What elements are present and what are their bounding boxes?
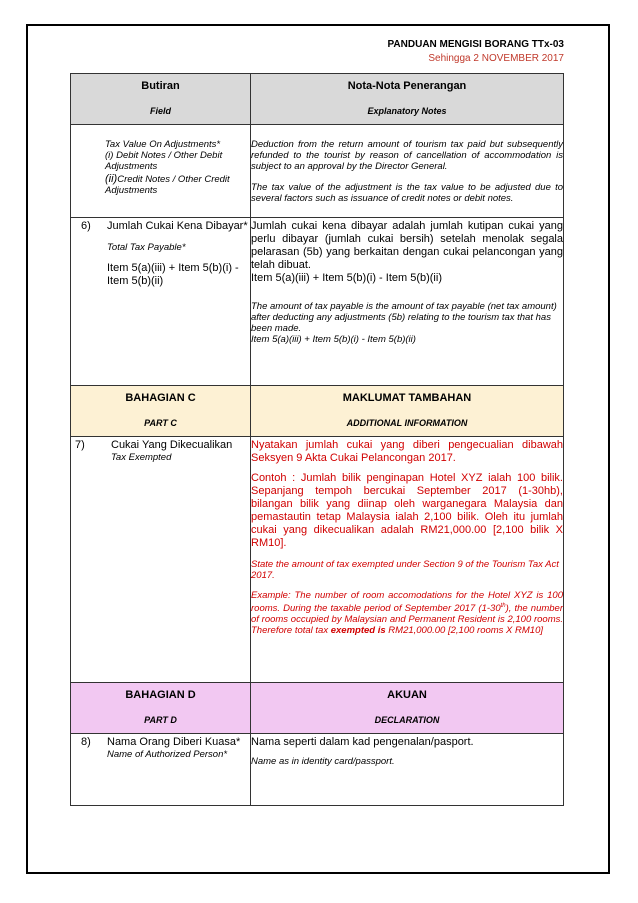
part-d-section-en: DECLARATION: [374, 715, 440, 725]
row-7-title: Cukai Yang Dikecualikan: [111, 439, 233, 451]
part-c-header-row: [71, 386, 564, 437]
adjustments-row: [71, 125, 564, 218]
row-7: [71, 437, 564, 683]
adjustments-title: Tax Value On Adjustments*: [105, 139, 221, 150]
row-7-note-3: State the amount of tax exempted under Section 9 of the Tourism Tax Act 2017.: [251, 559, 559, 581]
column-header-row: [71, 74, 564, 125]
row-7-title-en: Tax Exempted: [111, 452, 172, 463]
row-6-title-en: Total Tax Payable*: [107, 242, 186, 253]
adjustments-note-2: The tax value of the adjustment is the tax value to be adjusted due to several factors such as issuance of credit notes or debit notes.: [251, 182, 563, 204]
adjustments-field-cell: [71, 125, 251, 218]
row-6-note-en: The amount of tax payable is the amount of tax payable (net tax amount) after deducting any adjustments (5b) relating to the tourism tax that has been made.: [251, 301, 557, 334]
row-8-notes-cell: [251, 734, 564, 806]
row-6-number: 6): [81, 220, 91, 232]
part-d-title: BAHAGIAN D: [125, 689, 196, 701]
part-c-right-cell: [251, 386, 564, 437]
adjustments-note-1: Deduction from the return amount of tourism tax paid but subsequently refunded to the tourist by reason of cancellation of accommodation is subject to an approval by the Director General.: [251, 139, 563, 172]
field-header-en: Field: [149, 106, 171, 116]
row-8-title-en: Name of Authorized Person*: [107, 749, 228, 760]
part-d-section: AKUAN: [387, 689, 427, 701]
row-6-note-formula: Item 5(a)(iii) + Item 5(b)(i) - Item 5(b)(ii): [251, 272, 442, 284]
row-8-number: 8): [81, 736, 91, 748]
credit-notes-item: Credit Notes / Other Credit Adjustments: [105, 174, 230, 196]
row-6-note-en-formula: Item 5(a)(iii) + Item 5(b)(i) - Item 5(b)(ii): [251, 334, 416, 345]
guide-table: [70, 73, 564, 806]
row-8-note-ms: Nama seperti dalam kad pengenalan/pasport.: [251, 736, 474, 748]
row-7-notes-cell: [251, 437, 564, 683]
part-c-title-en: PART C: [144, 418, 177, 428]
row-7-note-4: Example: The number of room accomodations for the Hotel XYZ is 100 rooms. During the taxable period of September 2017 (1-30th), the number of rooms occupied by Malaysian and Permanent Resident is 2,100 rooms. Therefore total tax exempted is RM21,000.00 [2,100 rooms X RM10]: [251, 590, 564, 637]
document-date: Sehingga 2 NOVEMBER 2017: [428, 53, 564, 64]
row-8-field-cell: [71, 734, 251, 806]
document-title: PANDUAN MENGISI BORANG TTx-03: [387, 39, 564, 50]
notes-header-en: Explanatory Notes: [367, 106, 447, 116]
part-d-header-row: [71, 683, 564, 734]
credit-notes-num: (ii): [105, 173, 118, 185]
row-7-note-2: Contoh : Jumlah bilik penginapan Hotel XYZ ialah 100 bilik. Sepanjang tempoh bercukai September 2017 (1-30hb), bilangan bilik yang diinap oleh warganegara Malaysia dan pemastautin tetap Malaysia ialah 2,100 bilik. Oleh itu jumlah cukai yang dikecualikan adalah RM21,000.00 [2,100 bilik X RM10].: [251, 472, 563, 549]
row-8: [71, 734, 564, 806]
field-header: Butiran: [141, 80, 180, 92]
adjustments-notes-cell: [251, 125, 564, 218]
part-c-section-en: ADDITIONAL INFORMATION: [346, 418, 468, 428]
debit-notes-item: (i) Debit Notes / Other Debit Adjustments: [105, 150, 223, 172]
row-8-note-en: Name as in identity card/passport.: [251, 756, 395, 767]
row-6-notes-cell: [251, 218, 564, 386]
row-6: [71, 218, 564, 386]
row-6-formula: Item 5(a)(iii) + Item 5(b)(i) - Item 5(b)(ii): [107, 262, 239, 287]
row-8-title: Nama Orang Diberi Kuasa*: [107, 736, 241, 748]
row-6-note-ms: Jumlah cukai kena dibayar adalah jumlah kutipan cukai yang perlu dibayar (jumlah cukai bersih) setelah menolak segala pelarasan (5b) yang berkaitan dengan cukai pelancongan yang telah dibuat.: [251, 220, 563, 271]
row-7-note-1: Nyatakan jumlah cukai yang diberi pengecualian dibawah Seksyen 9 Akta Cukai Pelancongan 2017.: [251, 439, 563, 464]
part-c-title: BAHAGIAN C: [125, 392, 196, 404]
part-d-right-cell: [251, 683, 564, 734]
field-header-cell: [71, 74, 251, 125]
row-7-field-cell: [71, 437, 251, 683]
part-d-title-en: PART D: [144, 715, 177, 725]
notes-header: Nota-Nota Penerangan: [347, 80, 467, 92]
part-d-left-cell: [71, 683, 251, 734]
part-c-left-cell: [71, 386, 251, 437]
notes-header-cell: [251, 74, 564, 125]
row-6-title: Jumlah Cukai Kena Dibayar*: [107, 220, 248, 232]
part-c-section: MAKLUMAT TAMBAHAN: [342, 392, 472, 404]
row-6-field-cell: [71, 218, 251, 386]
row-7-number: 7): [75, 439, 85, 451]
